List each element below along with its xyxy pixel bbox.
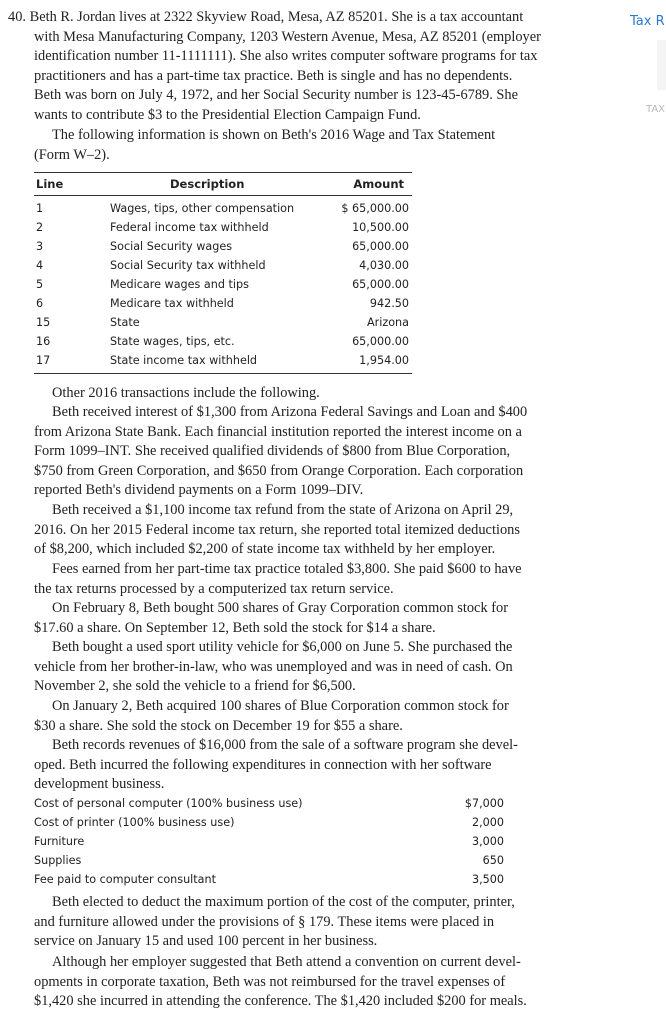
side-panel-tab[interactable]: Tax R <box>630 14 665 29</box>
list-item: Cost of personal computer (100% business use) $7,000 <box>34 797 504 810</box>
table-row: 2 Federal income tax withheld 10,500.00 <box>36 221 409 234</box>
paragraph-interest-dividends: Beth received interest of $1,300 from Arizona Federal Savings and Loan and $400 from Arizona State Bank. Each financial institution reported the interest income on a Form 1099–INT. She received qualified dividends of $800 from Blue Corporation, $750 from Green Corporation, and $650 from Orange Corporation. Each corporation reported Beth's dividend payments on a Form 1099–DIV. <box>34 404 528 499</box>
col-header-description: Description <box>170 177 245 191</box>
table-row: 15 State Arizona <box>36 316 409 329</box>
col-header-amount: Amount <box>353 177 404 191</box>
paragraph-gray-stock: On February 8, Beth bought 500 shares of Gray Corporation common stock for $17.60 a share. On September 12, Beth sold the stock for $14 a share. <box>34 600 509 636</box>
w2-intro: The following information is shown on Beth's 2016 Wage and Tax Statement (Form W–2). <box>34 127 496 163</box>
list-item: Furniture 3,000 <box>34 835 504 848</box>
paragraph-section-179: Beth elected to deduct the maximum portion of the cost of the computer, printer, and furniture allowed under the provisions of § 179. These items were placed in service on January 15 and used 100 percent in her business. <box>34 894 515 950</box>
table-row: 5 Medicare wages and tips 65,000.00 <box>36 278 409 291</box>
problem-intro: 40. Beth R. Jordan lives at 2322 Skyview Road, Mesa, AZ 85201. She is a tax accountant with Mesa Manufacturing Company, 1203 Western Avenue, Mesa, AZ 85201 (employer identification number 11-1111111). She also writes computer software programs for tax practitioners and has a part-time tax practice. Beth is single and has no dependents. Beth was born on July 4, 1972, and her Social Security number is 123-45-6789. She wants to contribute $3 to the Presidential Election Campaign Fund. <box>8 9 541 123</box>
list-item: Cost of printer (100% business use) 2,000 <box>34 816 504 829</box>
table-row: 4 Social Security tax withheld 4,030.00 <box>36 259 409 272</box>
table-row: 6 Medicare tax withheld 942.50 <box>36 297 409 310</box>
paragraph-tax-practice-fees: Fees earned from her part-time tax practice totaled $3,800. She paid $600 to have the tax returns processed by a computerized tax return service. <box>34 561 522 597</box>
table-row: 3 Social Security wages 65,000.00 <box>36 240 409 253</box>
side-panel-strip <box>657 40 666 90</box>
table-row: 16 State wages, tips, etc. 65,000.00 <box>36 335 409 348</box>
problem-number: 40. <box>8 9 26 25</box>
paragraph-vehicle: Beth bought a used sport utility vehicle for $6,000 on June 5. She purchased the vehicle from her brother-in-law, who was unemployed and was in need of cash. On November 2, she sold the vehicle to a friend for $6,500. <box>34 639 513 695</box>
col-header-line: Line <box>36 177 64 191</box>
list-item: Fee paid to computer consultant 3,500 <box>34 873 504 886</box>
table-row: 1 Wages, tips, other compensation $ 65,000.00 <box>36 202 409 215</box>
paragraph-state-refund: Beth received a $1,100 income tax refund from the state of Arizona on April 29, 2016. On her 2015 Federal income tax return, she reported total itemized deductions of $8,200, which included $2,200 of state income tax withheld by her employer. <box>34 502 520 558</box>
w2-table-header <box>34 172 412 196</box>
paragraph-convention: Although her employer suggested that Beth attend a convention on current devel- opments in corporate taxation, Beth was not reimbursed for the travel expenses of $1,420 she incurred in attending the conference. The $1,420 included $200 for meals. <box>34 954 527 1010</box>
paragraph-software-revenue: Beth records revenues of $16,000 from the sale of a software program she devel- oped. Beth incurred the following expenditures in connection with her software development business. <box>34 737 518 793</box>
table-bottom-rule <box>34 373 412 374</box>
transactions-intro: Other 2016 transactions include the following. <box>52 385 320 401</box>
table-row: 17 State income tax withheld 1,954.00 <box>36 354 409 367</box>
side-panel-label: TAX <box>646 104 666 115</box>
list-item: Supplies 650 <box>34 854 504 867</box>
paragraph-blue-stock: On January 2, Beth acquired 100 shares of Blue Corporation common stock for $30 a share. She sold the stock on December 19 for $55 a share. <box>34 698 509 734</box>
